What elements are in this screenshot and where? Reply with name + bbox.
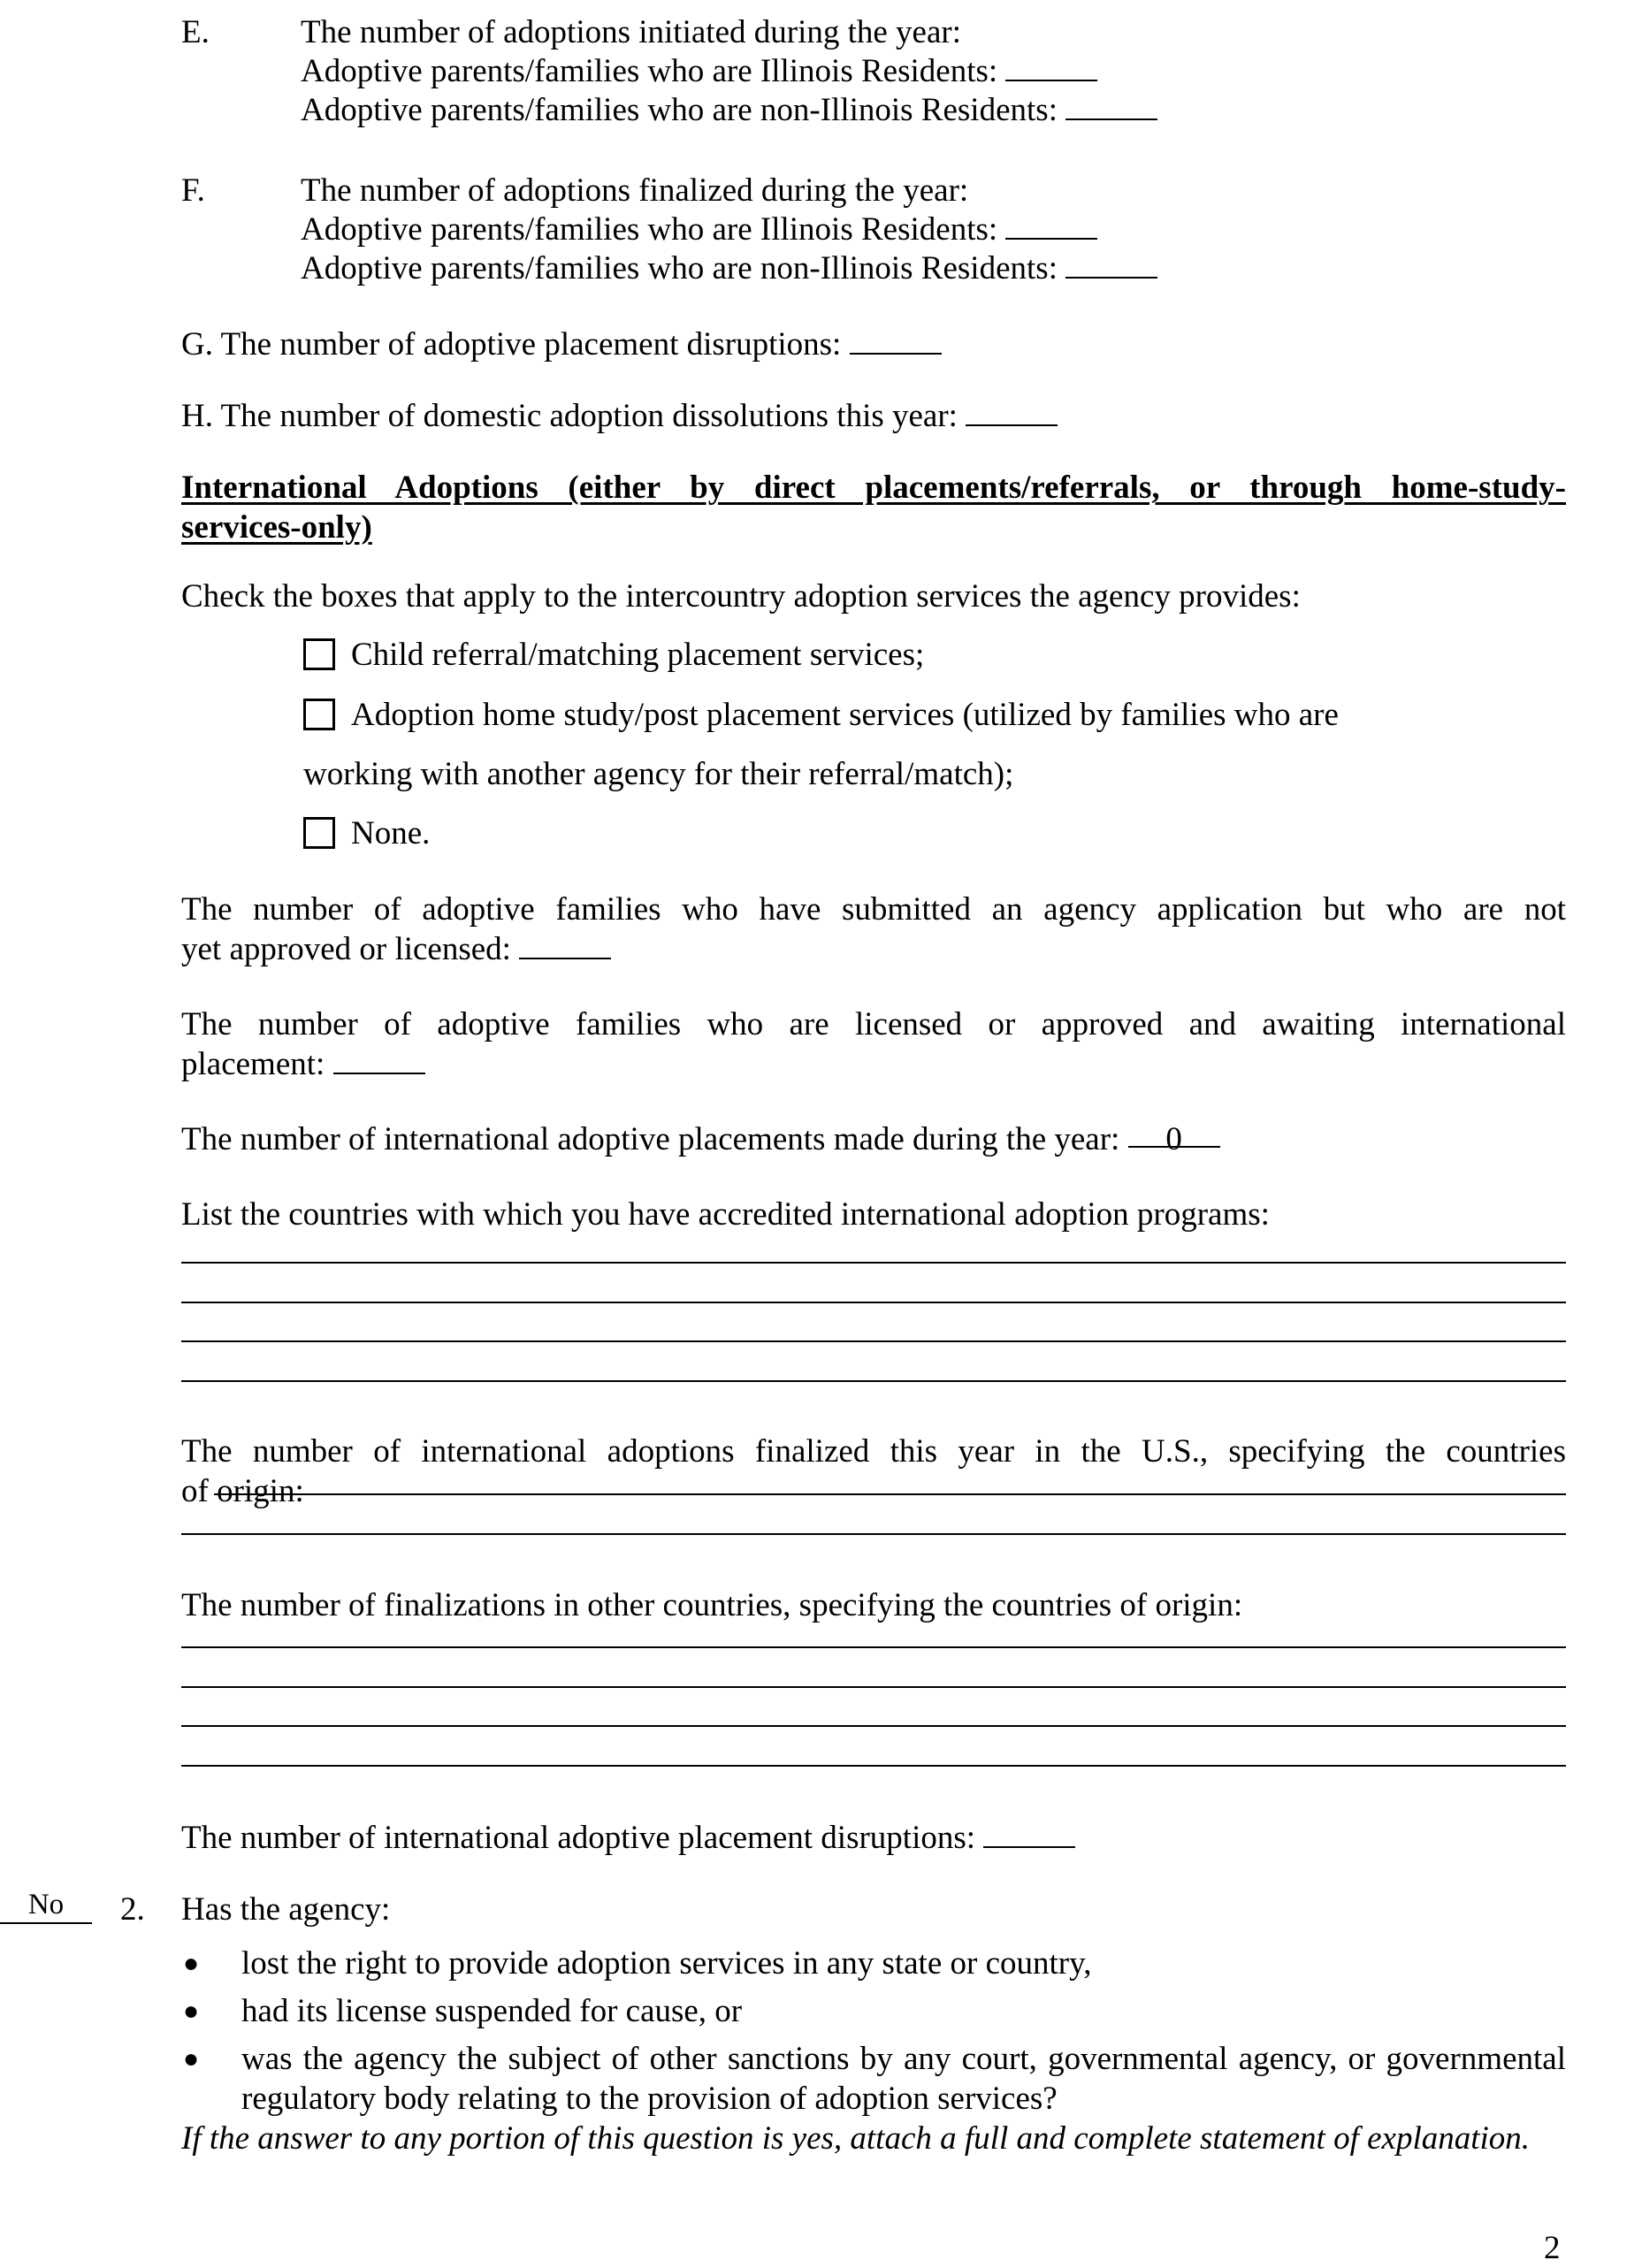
section-f-letter: F. xyxy=(181,172,205,209)
section-f-non-illinois-field[interactable] xyxy=(1065,250,1157,279)
awaiting-row xyxy=(181,1044,425,1084)
section-e-non-illinois-row xyxy=(301,90,1157,130)
bullet-icon: ● xyxy=(183,2044,200,2073)
intl-disruptions-row xyxy=(181,1818,1075,1858)
question2-instruction: If the answer to any portion of this question is yes, attach a full and complete statement of explanation. xyxy=(181,2120,1531,2157)
finalized-other-line-4[interactable] xyxy=(181,1765,1566,1767)
bullet-icon: ● xyxy=(183,1997,200,2026)
section-h-field[interactable] xyxy=(966,398,1058,426)
question2-bullet-3: was the agency the subject of other sanctions by any court, governmental agency, or governmental regulatory body relating to the provision of adoption services? xyxy=(241,2041,1566,2117)
question2-prompt: Has the agency: xyxy=(181,1891,391,1928)
page-number: 2 xyxy=(1544,2230,1561,2266)
section-e-illinois-label: Adoptive parents/families who are Illinois Residents: xyxy=(301,53,998,89)
countries-line-1[interactable] xyxy=(181,1262,1566,1264)
section-e-non-illinois-field[interactable] xyxy=(1065,92,1157,120)
placements-label: The number of international adoptive placements made during the year: xyxy=(181,1121,1120,1157)
option-home-study-label: Adoption home study/post placement services (utilized by families who are xyxy=(351,697,1339,733)
international-heading-line2: services-only) xyxy=(181,509,372,546)
section-g-row xyxy=(181,325,942,364)
section-e-illinois-field[interactable] xyxy=(1005,53,1097,81)
submitted-row xyxy=(181,929,611,969)
section-f-non-illinois-row xyxy=(301,248,1157,288)
submitted-line1: The number of adoptive families who have submitted an agency application but who are not xyxy=(181,891,1566,928)
option-child-referral[interactable] xyxy=(303,635,924,675)
option-none[interactable] xyxy=(303,813,430,853)
finalized-us-line1: The number of international adoptions finalized this year in the U.S., specifying the countries xyxy=(181,1433,1566,1470)
finalized-us-line-1[interactable] xyxy=(214,1493,1566,1495)
checkbox-home-study[interactable] xyxy=(303,699,335,730)
awaiting-label: placement: xyxy=(181,1046,325,1082)
section-h-label: H. The number of domestic adoption dissolutions this year: xyxy=(181,398,958,434)
finalized-us-label: of origin: xyxy=(181,1473,304,1509)
section-f-illinois-field[interactable] xyxy=(1005,211,1097,240)
intl-disruptions-label: The number of international adoptive placement disruptions: xyxy=(181,1820,976,1856)
placements-row xyxy=(181,1119,1220,1159)
section-e-non-illinois-label: Adoptive parents/families who are non-Illinois Residents: xyxy=(301,92,1058,128)
question2-bullet-2: had its license suspended for cause, or xyxy=(241,1993,743,2029)
bullet-icon: ● xyxy=(183,1949,200,1978)
option-none-label: None. xyxy=(351,815,431,851)
checkbox-child-referral[interactable] xyxy=(303,638,335,670)
question2-answer-field[interactable]: No xyxy=(0,1887,92,1924)
countries-line-3[interactable] xyxy=(181,1340,1566,1342)
finalized-us-line-2[interactable] xyxy=(181,1533,1566,1535)
section-g-label: G. The number of adoptive placement disruptions: xyxy=(181,326,842,363)
finalized-other-line-3[interactable] xyxy=(181,1725,1566,1727)
section-g-field[interactable] xyxy=(850,326,942,355)
option-home-study-cont: working with another agency for their referral/match); xyxy=(303,756,1014,792)
countries-line-4[interactable] xyxy=(181,1380,1566,1382)
section-f-illinois-label: Adoptive parents/families who are Illinois Residents: xyxy=(301,211,998,248)
countries-label: List the countries with which you have accredited international adoption programs: xyxy=(181,1196,1270,1233)
finalized-other-label: The number of finalizations in other countries, specifying the countries of origin: xyxy=(181,1587,1243,1623)
question2-number: 2. xyxy=(120,1891,145,1928)
check-prompt: Check the boxes that apply to the intercountry adoption services the agency provides: xyxy=(181,578,1301,615)
intl-disruptions-field[interactable] xyxy=(983,1820,1075,1848)
submitted-field[interactable] xyxy=(519,931,611,959)
checkbox-none[interactable] xyxy=(303,817,335,849)
section-f-title: The number of adoptions finalized during the year: xyxy=(301,172,969,209)
finalized-other-line-1[interactable] xyxy=(181,1646,1566,1648)
section-h-row xyxy=(181,396,1058,436)
section-e-title: The number of adoptions initiated during the year: xyxy=(301,14,961,50)
option-home-study[interactable] xyxy=(303,695,1339,735)
awaiting-line1: The number of adoptive families who are licensed or approved and awaiting international xyxy=(181,1006,1566,1042)
option-child-referral-label: Child referral/matching placement services; xyxy=(351,637,925,673)
section-f-non-illinois-label: Adoptive parents/families who are non-Illinois Residents: xyxy=(301,250,1058,286)
awaiting-field[interactable] xyxy=(333,1046,425,1074)
countries-line-2[interactable] xyxy=(181,1302,1566,1303)
section-e-letter: E. xyxy=(181,14,210,50)
section-f-illinois-row xyxy=(301,210,1097,249)
placements-field[interactable]: 0 xyxy=(1128,1119,1220,1148)
international-heading-line1: International Adoptions (either by direct placements/referrals, or through home-study- xyxy=(181,470,1566,506)
finalized-other-line-2[interactable] xyxy=(181,1686,1566,1688)
question2-bullet-1: lost the right to provide adoption services in any state or country, xyxy=(241,1945,1092,1982)
section-e-illinois-row xyxy=(301,51,1097,91)
submitted-label: yet approved or licensed: xyxy=(181,931,511,967)
